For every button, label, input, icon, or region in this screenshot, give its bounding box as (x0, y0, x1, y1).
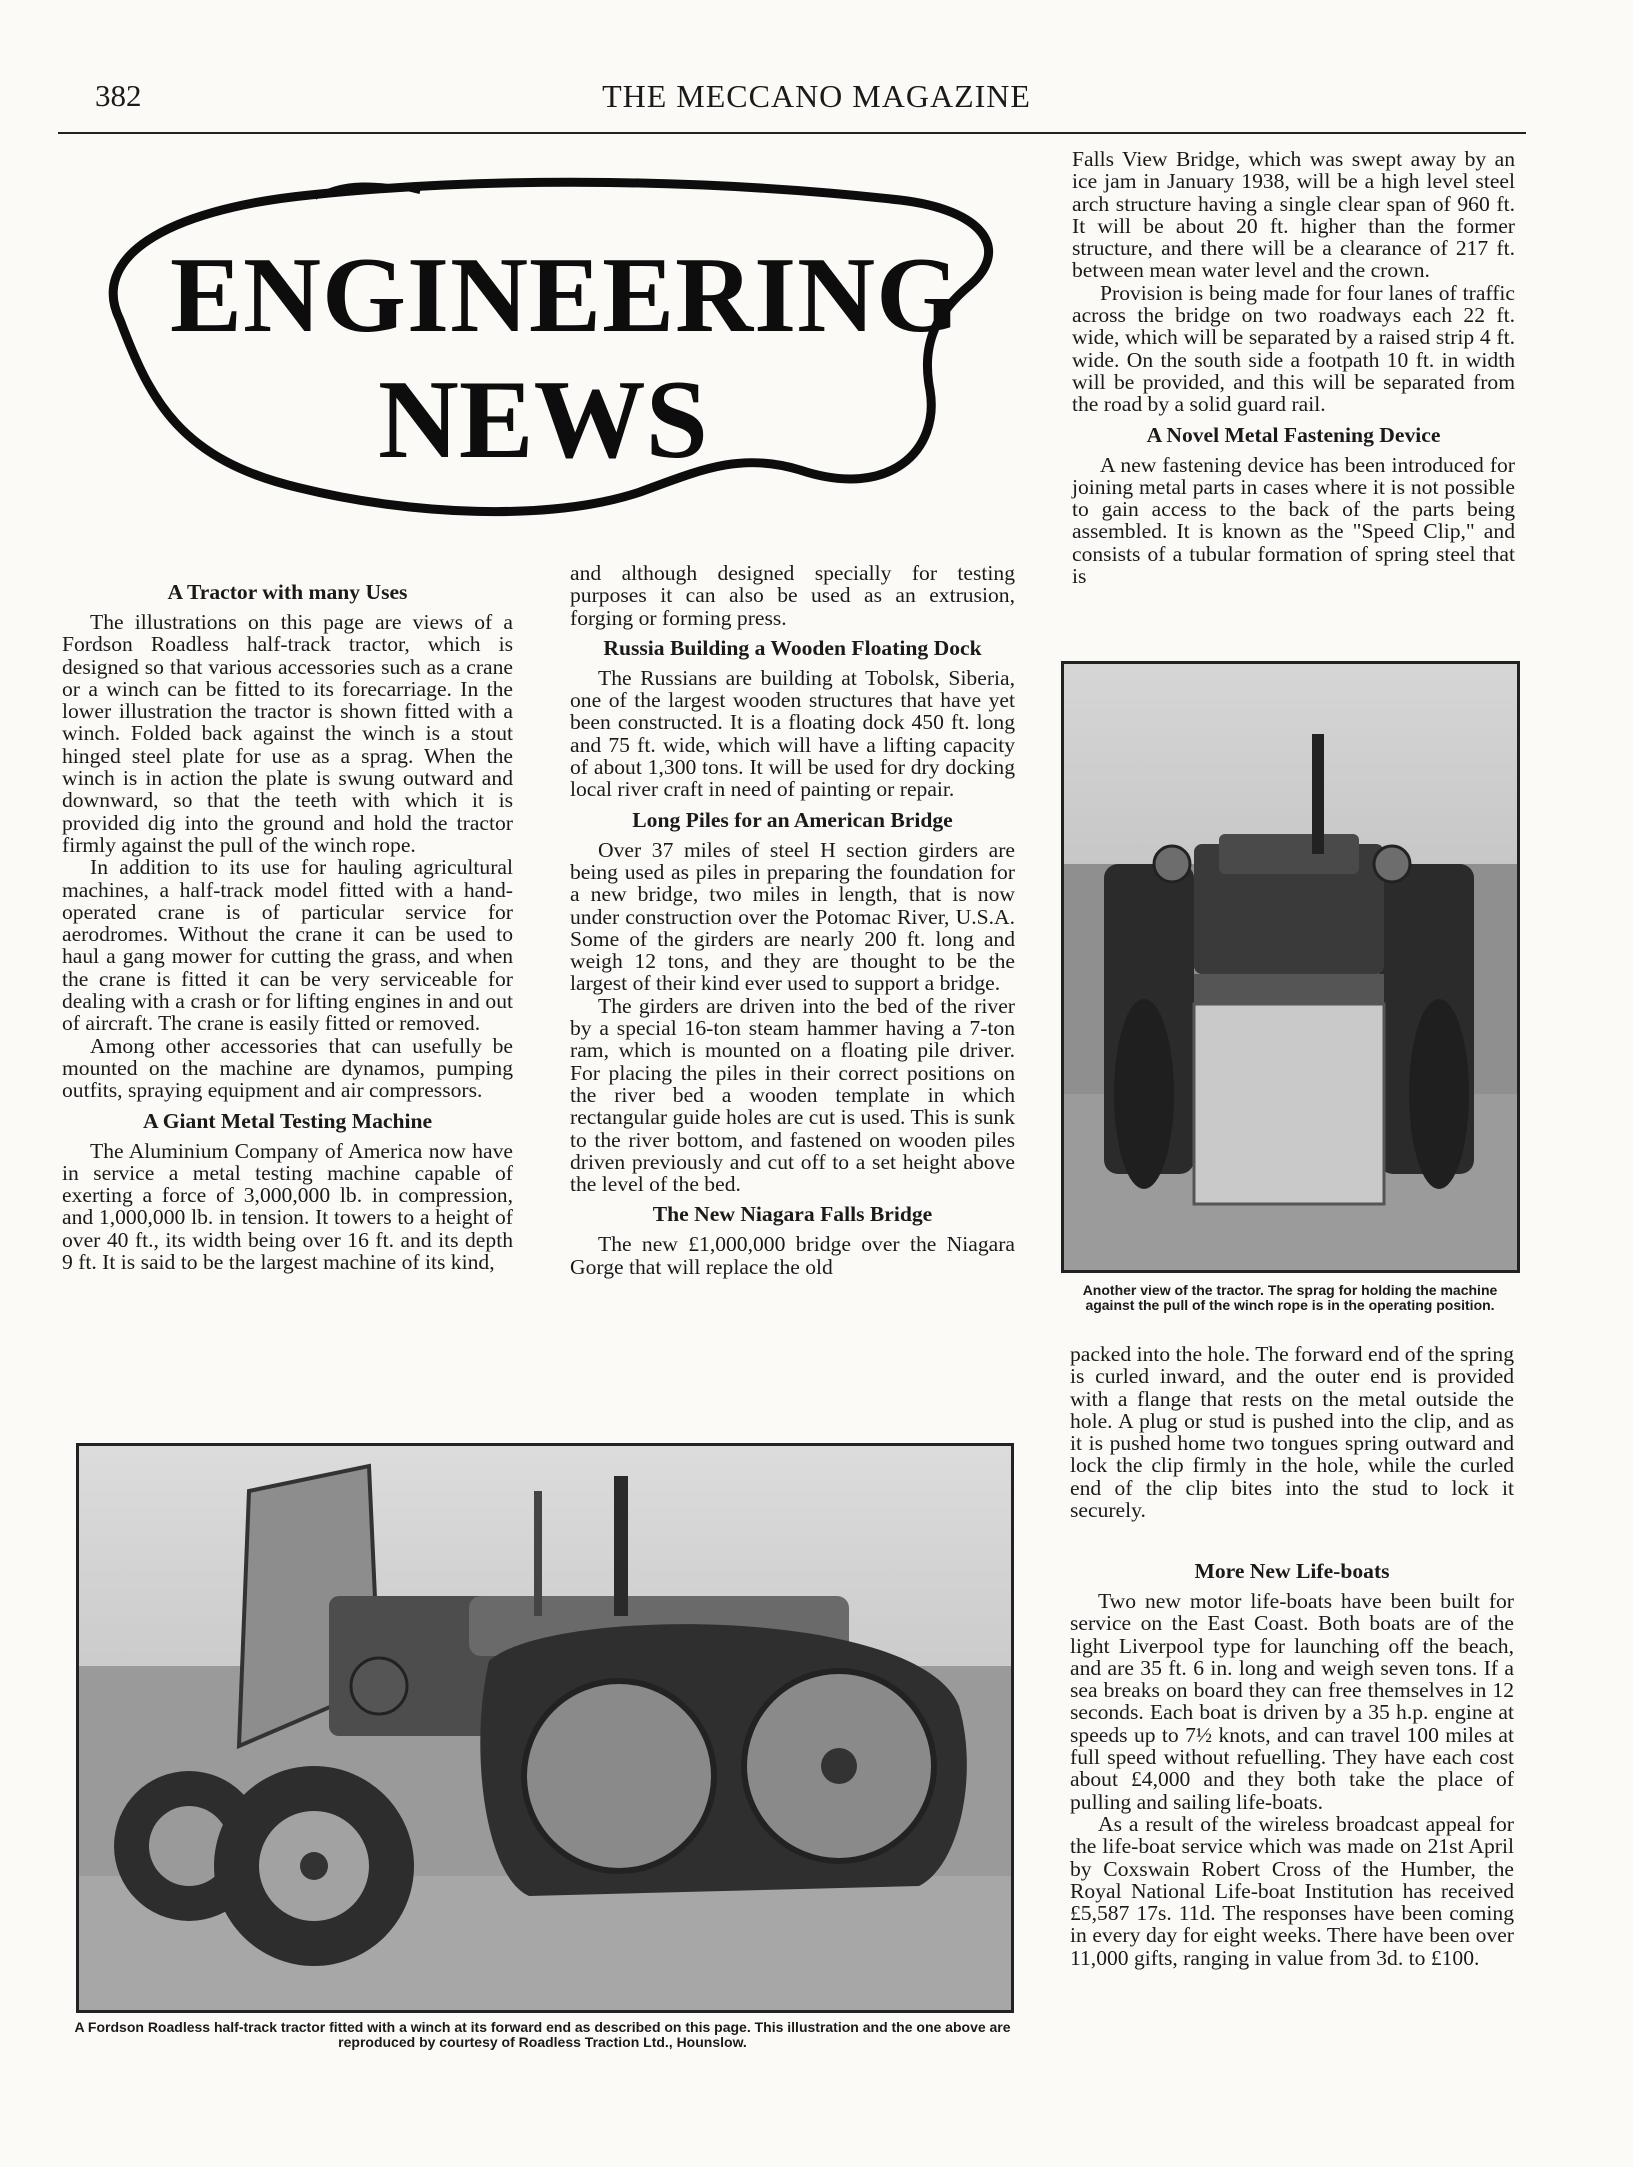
paragraph: As a result of the wireless broadcast appeal for the life-boat service which was made on 21st April by Coxswain Robert Cross of the Humber, the Royal National Life-boat Institution has received £5,587 17s. 11d. The responses have been coming in every day for eight weeks. There have been over 11,000 gifts, ranging in value from 3d. to £100. (1070, 1811, 1514, 1970)
column-3-bottom (1070, 1552, 1514, 1969)
paragraph: The Aluminium Company of America now have in service a metal testing machine capable of exerting a force of 3,000,000 lb. in compression, and 1,000,000 lb. in tension. It towers to a height of over 40 ft., its width being over 16 ft. and its depth 9 ft. It is said to be the largest machine of its kind, (62, 1138, 513, 1275)
column-2 (570, 562, 1015, 1278)
heading-testing-machine: A Giant Metal Testing Machine (142, 1108, 433, 1133)
column-3-middle (1070, 1343, 1514, 1521)
banner-title-line2: NEWS (378, 358, 708, 482)
paragraph: The girders are driven into the bed of the river by a special 16-ton steam hammer having a 7-ton ram, which is mounted on a floating pile driver. For placing the piles in their correct positions on the river bed a wooden template in which rectangular guide holes are cut is used. This is sunk to the river bottom, and fastened on wooden piles driven previously and cut off to a set height above the level of the bed. (570, 993, 1015, 1197)
heading-life-boats: More New Life-boats (1194, 1559, 1390, 1583)
tractor-front-photo (1061, 661, 1520, 1273)
caption-side-view: A Fordson Roadless half-track tractor fitted with a winch at its forward end as described on this page. This illustration and the one above are reproduced by courtesy of Roadless Traction Ltd., Hounslow. (74, 2019, 1011, 2050)
magazine-title: THE MECCANO MAGAZINE (602, 78, 1031, 114)
paragraph: Among other accessories that can usefully be mounted on the machine are dynamos, pumping outfits, spraying equipment and air compressors. (62, 1033, 513, 1103)
paragraph: packed into the hole. The forward end of the spring is curled inward, and the outer end is provided with a flange that rests on the metal outside the hole. A plug or stud is pushed into the clip, and as it is pushed home two tongues spring outward and lock the clip firmly in the hole, while the curled end of the clip bites into the stud to lock it securely. (1070, 1342, 1514, 1523)
paragraph: In addition to its use for hauling agricultural machines, a half-track model fitted with a hand-operated crane is of particular service for aerodromes. Without the crane it can be used to haul a gang mower for cutting the grass, and when the crane is fitted it can be very serviceable for dealing with a crash or for lifting engines in and out of aircraft. The crane is easily fitted or removed. (62, 855, 513, 1036)
page-number: 382 (95, 78, 142, 113)
paragraph: The Russians are building at Tobolsk, Siberia, one of the largest wooden structures that have yet been constructed. It is a floating dock 450 ft. long and 75 ft. wide, which will have a lifting capacity of about 1,300 tons. It will be used for dry docking local river craft in need of painting or repair. (570, 665, 1015, 802)
paragraph: A new fastening device has been introduced for joining metal parts in cases where it is not possible to gain access to the back of the parts being assembled. It is known as the "Speed Clip," and consists of a tubular formation of spring steel that is (1072, 452, 1515, 589)
paragraph: Provision is being made for four lanes of traffic across the bridge on two roadways each 22 ft. wide, which will be separated by a raised strip 4 ft. wide. On the south side a footpath 10 ft. in width will be provided, and this will be separated from the road by a solid guard rail. (1072, 280, 1515, 417)
paragraph: Two new motor life-boats have been built for service on the East Coast. Both boats are of the light Liverpool type for launching off the beach, and are 35 ft. 6 in. long and weigh seven tons. If a sea breaks on board they can free themselves in 12 seconds. Each boat is driven by a 35 h.p. engine at speeds up to 7½ knots, and can travel 100 miles at full speed without refuelling. They have each cost about £4,000 and they both take the place of pulling and sailing life-boats. (1070, 1589, 1514, 1814)
paragraph: Over 37 miles of steel H section girders are being used as piles in preparing the foundation for a new bridge, two miles in length, that is now under construction over the Potomac River, U.S.A. Some of the girders are nearly 200 ft. long and weigh 12 tons, and they are thought to be the largest of their kind ever used to support a bridge. (570, 837, 1015, 996)
banner-title-line1: ENGINEERING (170, 236, 962, 355)
paragraph: The illustrations on this page are views of a Fordson Roadless half-track tractor, which is designed so that various accessories such as a crane or a winch can be fitted to its forecarriage. In the lower illustration the tractor is shown fitted with a winch. Folded back against the winch is a stout hinged steel plate for use as a sprag. When the winch is in action the plate is swung outward and downward, so that the teeth with which it is provided dig into the ground and hold the tractor firmly against the pull of the winch rope. (62, 610, 513, 857)
heading-long-piles: Long Piles for an American Bridge (632, 807, 953, 832)
heading-niagara-bridge: The New Niagara Falls Bridge (652, 1202, 933, 1227)
heading-fastening-device: A Novel Metal Fastening Device (1146, 422, 1441, 447)
column-3-top (1072, 148, 1515, 587)
header-rule (58, 132, 1526, 134)
tractor-side-photo (76, 1443, 1014, 2013)
heading-floating-dock: Russia Building a Wooden Floating Dock (603, 635, 982, 660)
paragraph: Falls View Bridge, which was swept away by an ice jam in January 1938, will be a high level steel arch structure having a single clear span of 960 ft. It will be about 20 ft. higher than the former structure, and there will be a clearance of 217 ft. between mean water level and the crown. (1072, 147, 1515, 283)
paragraph: The new £1,000,000 bridge over the Niagara Gorge that will replace the old (570, 1232, 1015, 1279)
caption-front-view: Another view of the tractor. The sprag for holding the machine against the pull of the winch rope is in the operating position. (1082, 1282, 1498, 1313)
column-1 (62, 573, 513, 1273)
paragraph: and although designed specially for testing purposes it can also be used as an extrusion, forging or forming press. (570, 561, 1015, 630)
heading-tractor: A Tractor with many Uses (167, 580, 408, 604)
